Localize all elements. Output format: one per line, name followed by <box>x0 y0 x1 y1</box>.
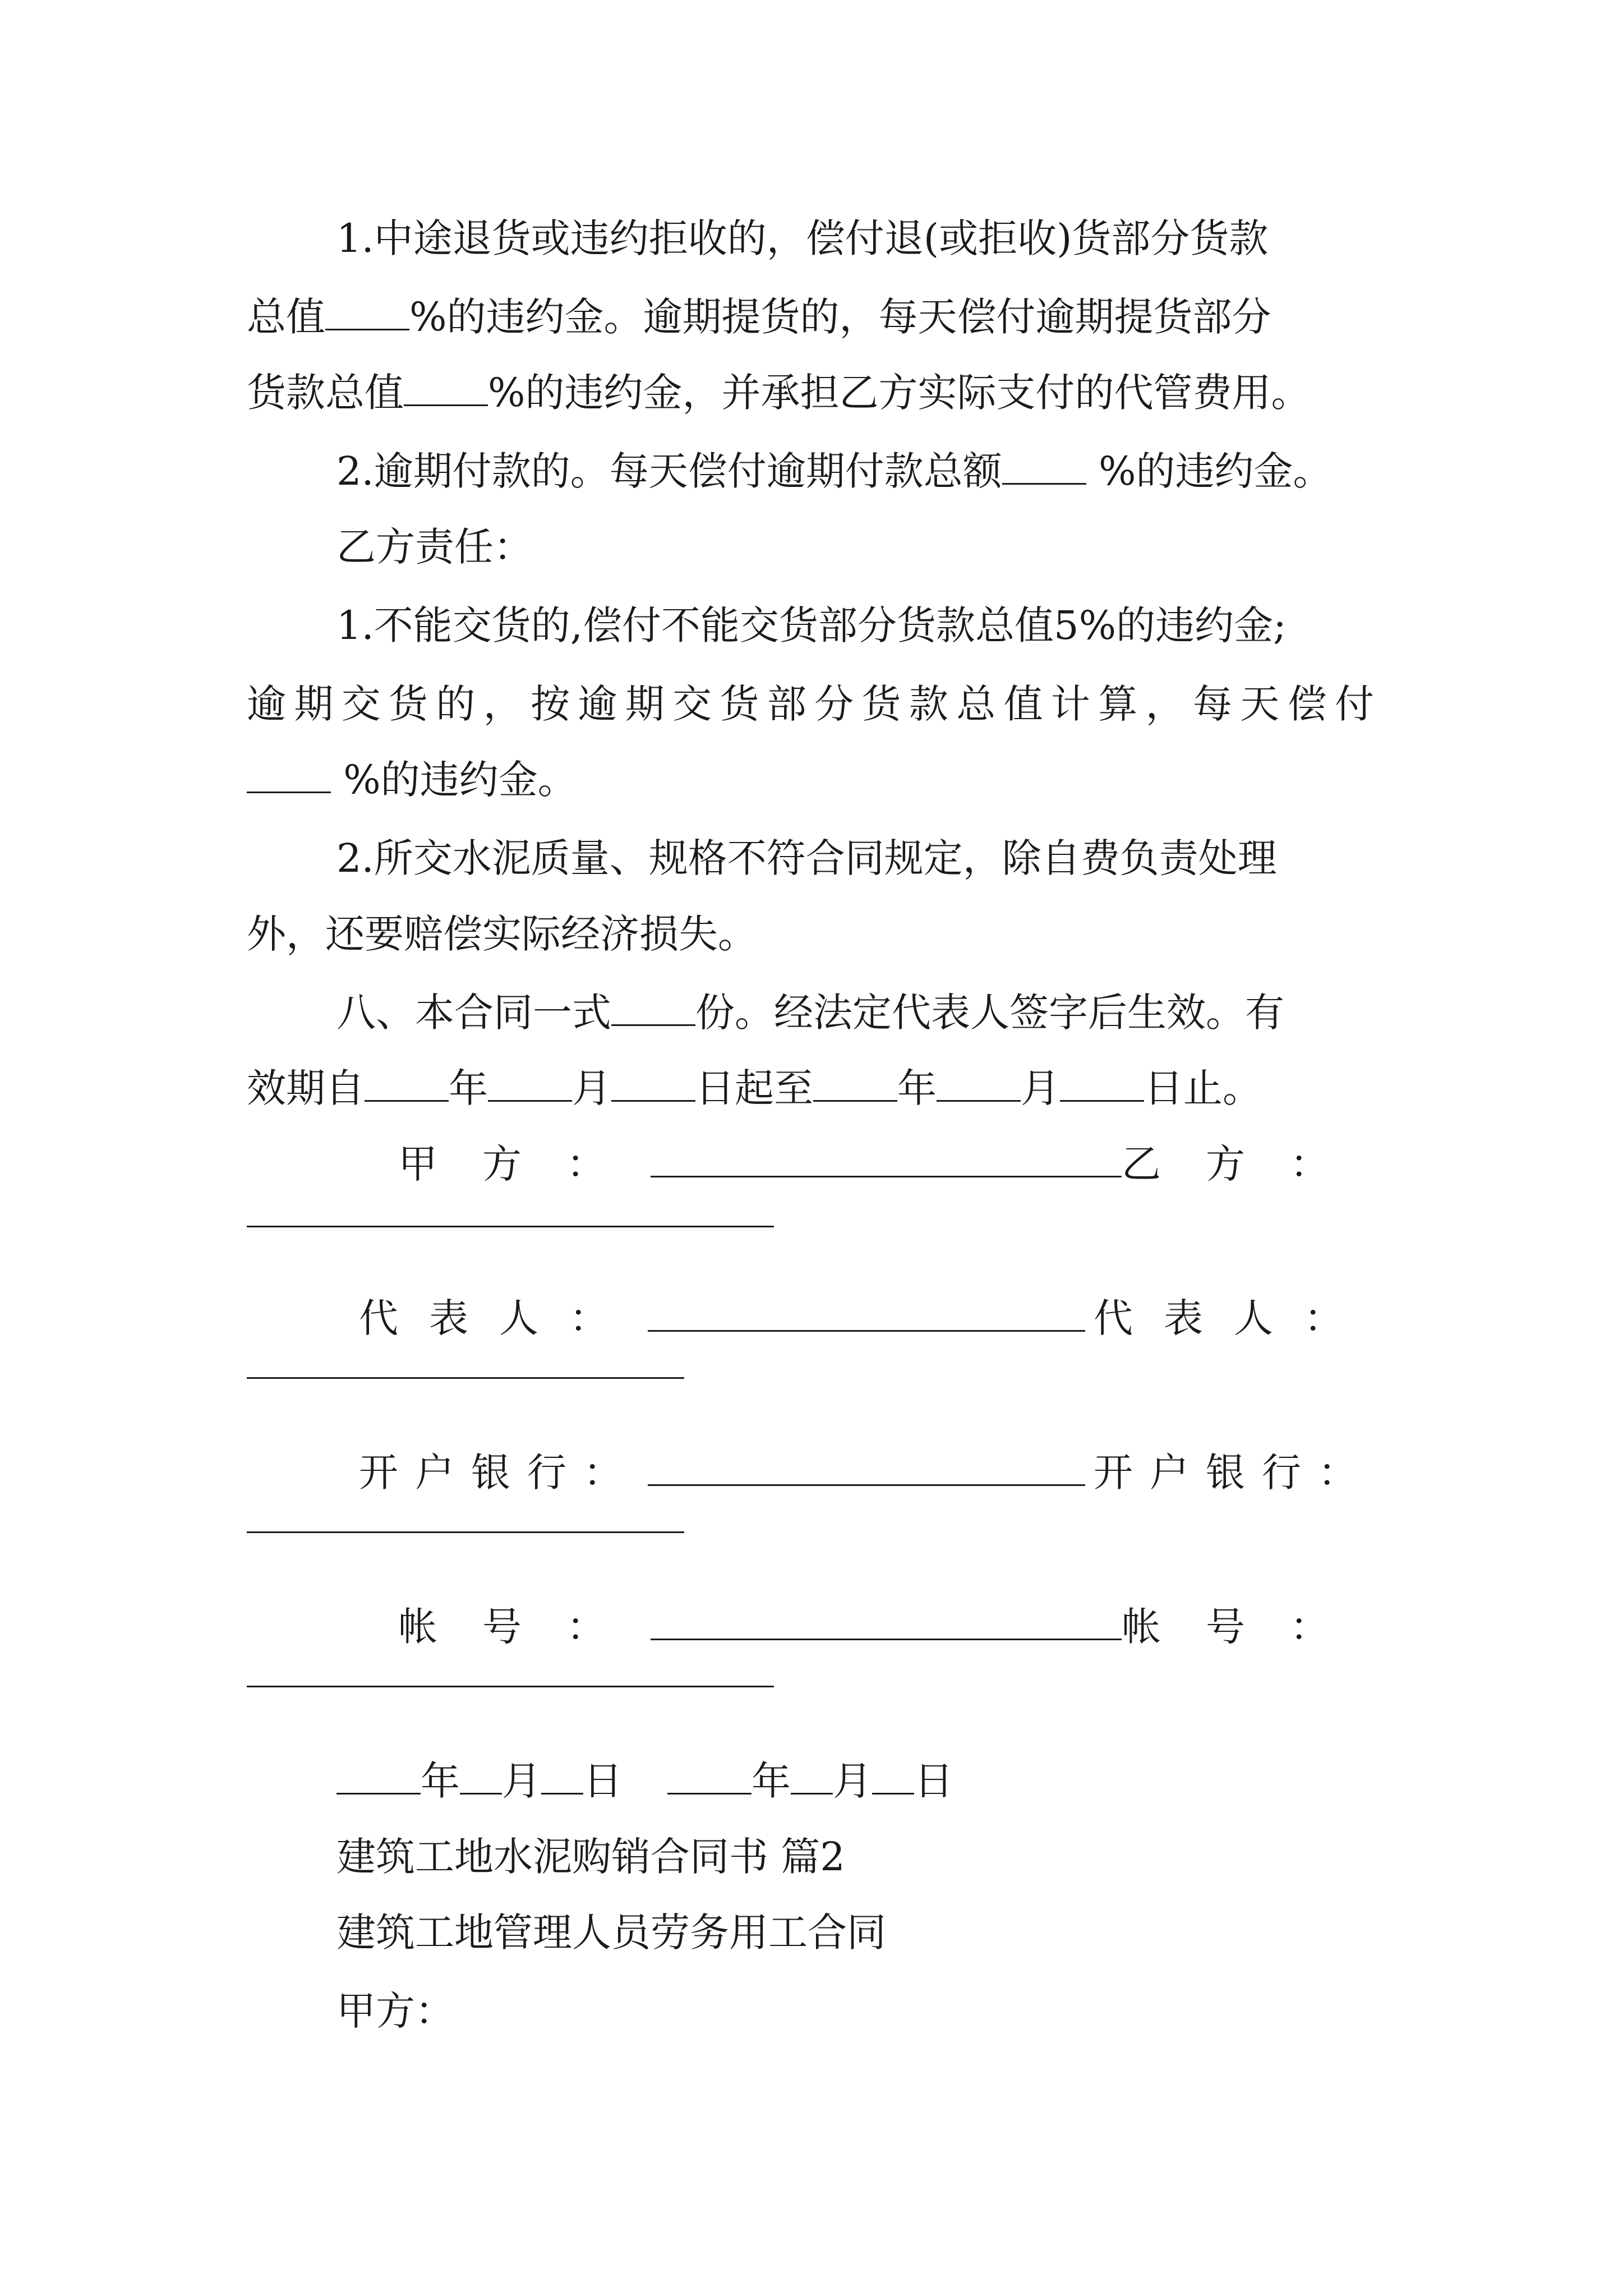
bank-b-label: 开户银行： <box>1094 1450 1374 1496</box>
account-b-line <box>247 1686 774 1687</box>
clause-b2-line-2: 外，还要赔偿实际经济损失。 <box>247 911 757 957</box>
rep-a-signature-line <box>648 1296 1085 1332</box>
clause-8-text-a: 八、本合同一式 <box>336 990 611 1036</box>
blank-sign-day-b <box>872 1758 914 1795</box>
validity-month-label-2: 月 <box>1021 1065 1060 1111</box>
account-a-line <box>651 1605 1122 1640</box>
party-b-signature-line <box>247 1226 774 1227</box>
clause-b1-line-1: 1.不能交货的,偿付不能交货部分货款总值5%的违约金; <box>336 602 1287 648</box>
clause-b2-line-1: 2.所交水泥质量、规格不符合同规定，除自费负责处理 <box>336 835 1277 881</box>
contract-title-2: 建筑工地管理人员劳务用工合同 <box>336 1910 886 1955</box>
sign-day-label-a: 日 <box>583 1758 623 1804</box>
clause-2-text-a: 2.逾期付款的。每天偿付逾期付款总额 <box>336 448 1002 494</box>
clause-1-line-3-text-b: %的违约金，并承担乙方实际支付的代管费用。 <box>488 370 1311 416</box>
bank-a-line <box>648 1451 1085 1486</box>
blank-sign-month-b <box>791 1758 833 1795</box>
blank-to-year <box>813 1065 897 1102</box>
blank-to-day <box>1060 1065 1144 1102</box>
sign-row-bank <box>247 1447 1374 1498</box>
party-a-label: 甲方： <box>398 1141 651 1187</box>
clause-8-text-b: 份。经法定代表人签字后生效。有 <box>695 990 1284 1036</box>
validity-year-label-2: 年 <box>897 1065 937 1111</box>
validity-year-label-1: 年 <box>449 1065 488 1111</box>
rep-a-label: 代表人： <box>359 1295 639 1341</box>
clause-1-line-3-text-a: 货款总值 <box>247 370 404 416</box>
sign-row-party <box>247 1139 1374 1189</box>
validity-from-label: 效期自 <box>247 1065 365 1111</box>
account-b-label: 帐号： <box>1122 1604 1374 1650</box>
party-a-label-2: 甲方： <box>336 1988 454 2034</box>
party-a-signature-line <box>651 1142 1122 1177</box>
bank-a-label: 开户银行： <box>359 1450 639 1496</box>
account-a-label: 帐号： <box>398 1604 651 1650</box>
sign-row-representative <box>247 1293 1374 1343</box>
party-b-responsibility-title: 乙方责任： <box>336 524 533 570</box>
blank-percent-2 <box>404 370 488 406</box>
section-heading-2: 建筑工地水泥购销合同书 篇2 <box>336 1834 845 1880</box>
sign-month-label-a: 月 <box>502 1758 541 1804</box>
sign-month-label-b: 月 <box>833 1758 872 1804</box>
clause-b1-line-3 <box>247 754 577 805</box>
validity-to-label: 日起至 <box>695 1065 813 1111</box>
blank-sign-month-a <box>460 1758 502 1795</box>
clause-b1-line-2: 逾期交货的，按逾期交货部分货款总值计算，每天偿付 <box>247 681 1374 727</box>
blank-from-month <box>488 1065 572 1102</box>
blank-from-day <box>611 1065 695 1102</box>
clause-b1-line-3-text: %的违约金。 <box>331 757 577 803</box>
validity-month-label-1: 月 <box>572 1065 611 1111</box>
rep-b-label: 代表人： <box>1094 1295 1374 1341</box>
clause-8-line-1 <box>336 987 1284 1038</box>
clause-1-line-2 <box>247 292 1271 342</box>
rep-b-signature-line <box>247 1377 684 1379</box>
blank-copies <box>611 990 695 1026</box>
blank-percent-3 <box>1002 448 1086 485</box>
blank-to-month <box>937 1065 1021 1102</box>
party-b-label: 乙方： <box>1122 1141 1374 1187</box>
sign-date-row <box>336 1756 953 1806</box>
clause-2-line-1 <box>336 446 1332 496</box>
clause-1-line-2-text-b: %的违约金。逾期提货的，每天偿付逾期提货部分 <box>409 294 1271 340</box>
clause-1-line-3 <box>247 367 1311 418</box>
sign-day-label-b: 日 <box>914 1758 953 1804</box>
blank-percent-1 <box>325 294 409 330</box>
blank-from-year <box>365 1065 449 1102</box>
sign-row-account <box>247 1602 1374 1652</box>
bank-b-line <box>247 1531 684 1533</box>
sign-year-label-a: 年 <box>421 1758 460 1804</box>
clause-2-text-b: %的违约金。 <box>1086 448 1332 494</box>
sign-year-label-b: 年 <box>751 1758 791 1804</box>
clause-8-line-2 <box>247 1063 1262 1114</box>
blank-sign-year-b <box>667 1758 751 1795</box>
clause-1-line-2-text-a: 总值 <box>247 294 325 340</box>
blank-sign-year-a <box>336 1758 421 1795</box>
blank-sign-day-a <box>541 1758 583 1795</box>
blank-percent-4 <box>247 757 331 793</box>
validity-end-label: 日止。 <box>1144 1065 1262 1111</box>
clause-1-line-1: 1.中途退货或违约拒收的，偿付退(或拒收)货部分货款 <box>336 215 1269 261</box>
